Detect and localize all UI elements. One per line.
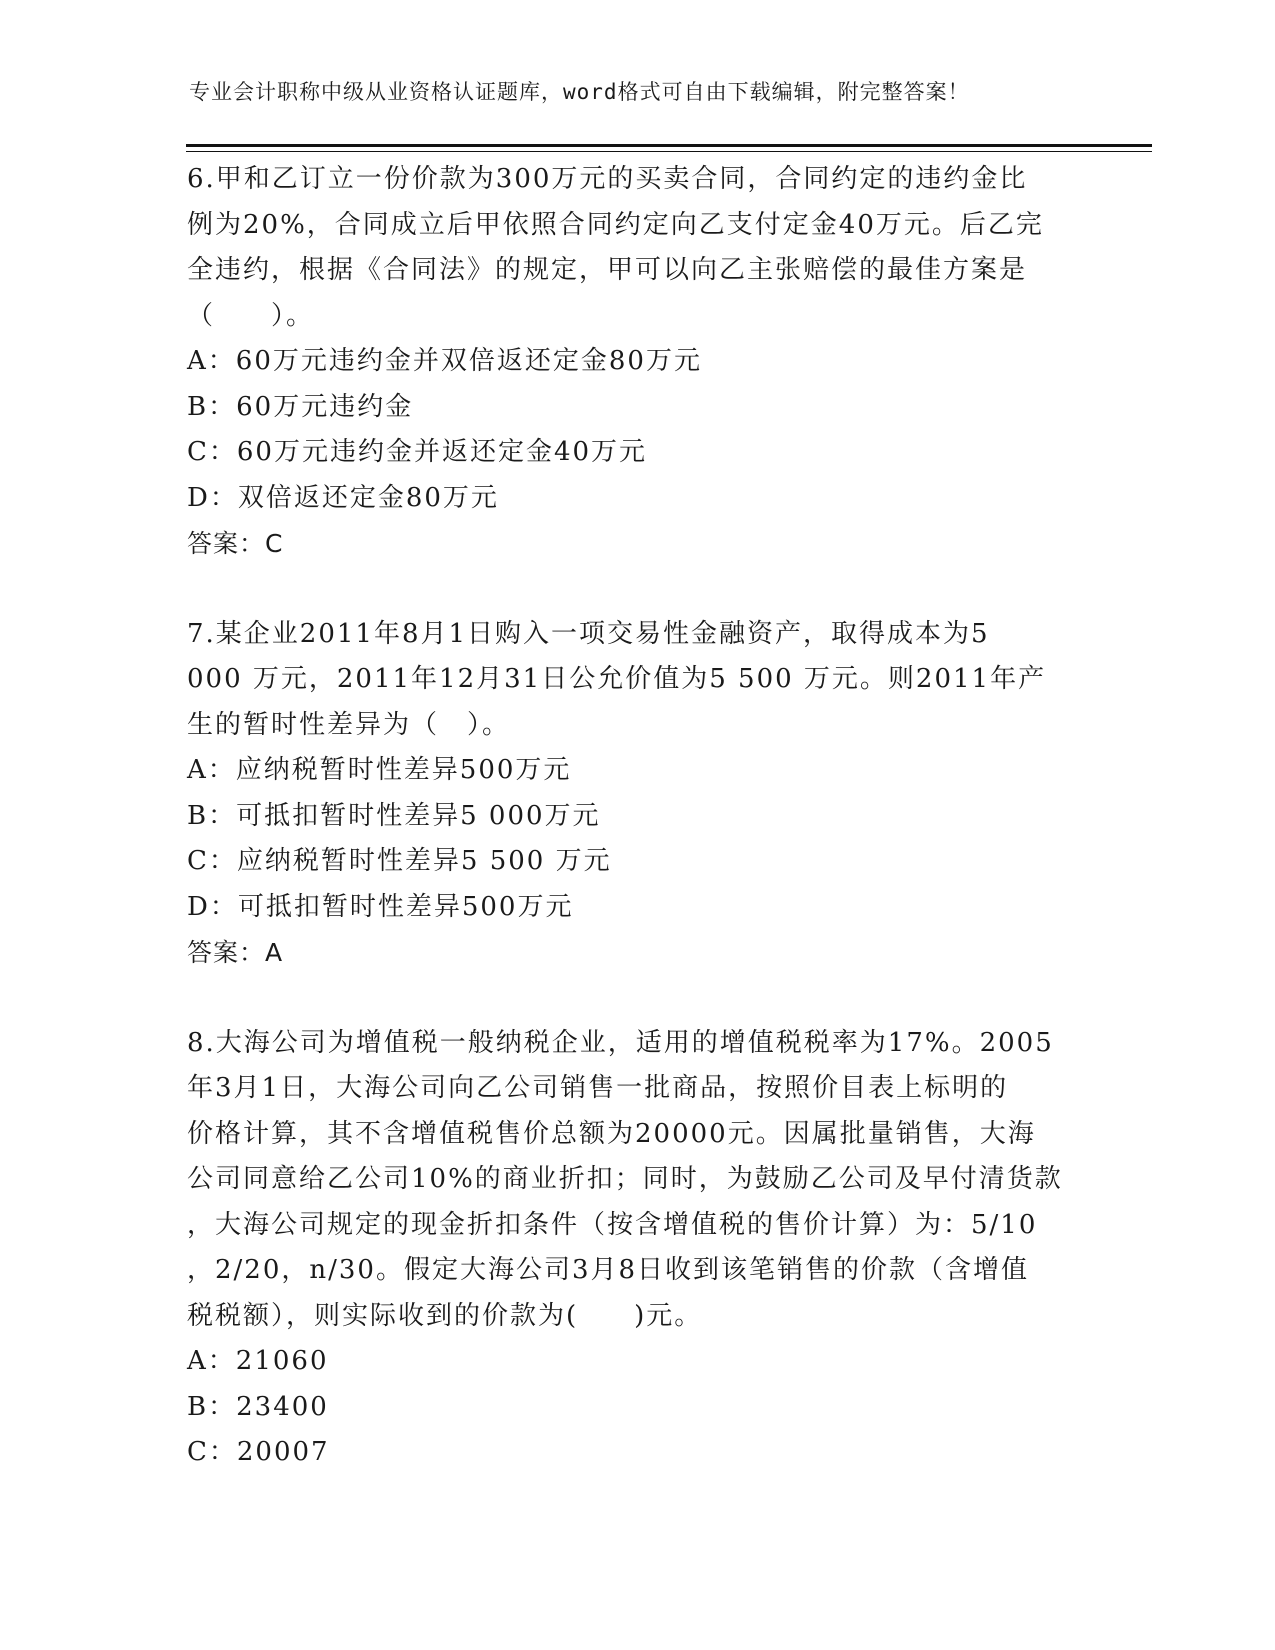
question-stem-line: 生的暂时性差异为（ ）。 (187, 709, 511, 740)
header-rule-thick (186, 144, 1152, 147)
option-a: A：应纳税暂时性差异500万元 (187, 755, 572, 785)
question-stem-line: 000 万元，2011年12月31日公允价值为5 500 万元。则2011年产 (187, 664, 1047, 694)
question-6 (187, 157, 1087, 567)
question-stem-line: ，大海公司规定的现金折扣条件（按含增值税的售价计算）为：5/10 (187, 1209, 1038, 1240)
question-stem-line: ，2/20，n/30。假定大海公司3月8日收到该笔销售的价款（含增值 (187, 1255, 1030, 1285)
page-header: 专业会计职称中级从业资格认证题库，word格式可自由下载编辑，附完整答案！ (189, 80, 970, 104)
answer-line: 答案：A (187, 938, 284, 967)
question-list (187, 157, 1087, 1476)
question-stem-line: 6.甲和乙订立一份价款为300万元的买卖合同，合同约定的违约金比 (187, 164, 1028, 194)
question-stem-line: 8.大海公司为增值税一般纳税企业，适用的增值税税率为17%。2005 (187, 1027, 1054, 1058)
option-b: B：60万元违约金 (187, 391, 414, 422)
question-stem-line: 公司同意给乙公司10%的商业折扣；同时，为鼓励乙公司及早付清货款 (187, 1164, 1063, 1194)
question-stem-line: 价格计算，其不含增值税售价总额为20000元。因属批量销售，大海 (187, 1118, 1036, 1149)
option-c: C：20007 (187, 1437, 330, 1467)
question-spacer (187, 567, 1087, 612)
header-rule-thin (186, 151, 1152, 152)
option-c: C：应纳税暂时性差异5 500 万元 (187, 846, 612, 876)
option-a: A：21060 (187, 1346, 329, 1376)
question-stem-line: 全违约，根据《合同法》的规定，甲可以向乙主张赔偿的最佳方案是 (187, 255, 1028, 285)
question-stem-line: 税税额），则实际收到的价款为( )元。 (187, 1300, 703, 1331)
answer-line: 答案：C (187, 529, 284, 558)
question-stem-line: 例为20%，合同成立后甲依照合同约定向乙支付定金40万元。后乙完 (187, 209, 1044, 240)
question-spacer (187, 976, 1087, 1021)
option-d: D：双倍返还定金80万元 (187, 482, 499, 513)
option-c: C：60万元违约金并返还定金40万元 (187, 437, 648, 467)
question-stem-line: 年3月1日，大海公司向乙公司销售一批商品，按照价目表上标明的 (187, 1073, 1009, 1103)
question-8 (187, 1021, 1087, 1476)
option-b: B：23400 (187, 1391, 329, 1422)
question-stem-line: 7.某企业2011年8月1日购入一项交易性金融资产，取得成本为5 (187, 618, 990, 649)
question-stem-line: （ ）。 (187, 300, 315, 331)
option-a: A：60万元违约金并双倍返还定金80万元 (187, 346, 702, 376)
option-d: D：可抵扣暂时性差异500万元 (187, 891, 574, 922)
option-b: B：可抵扣暂时性差异5 000万元 (187, 800, 601, 831)
question-7 (187, 612, 1087, 976)
